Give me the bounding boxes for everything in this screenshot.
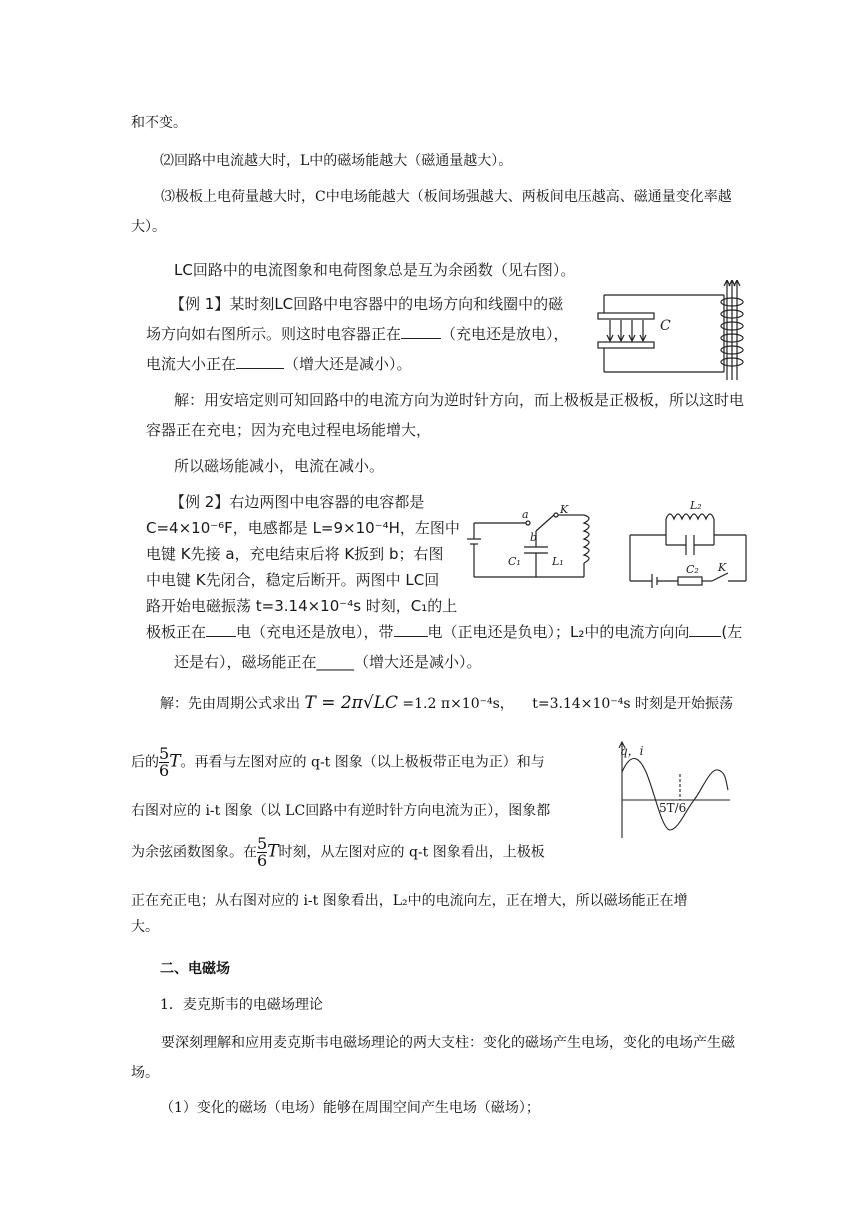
answer-blank [236, 354, 284, 369]
solution-2-line: 右图对应的 i-t 图象（以 LC回路中有逆时针方向电流为正），图象都 [131, 803, 551, 819]
graph-axis-label: q，i [620, 744, 644, 758]
capacitor-label: C [660, 318, 671, 334]
period-symbol: T [169, 751, 181, 772]
solution-2-line [131, 836, 601, 869]
fraction-five-sixths [159, 746, 169, 779]
period-symbol: T [267, 841, 279, 862]
solution-2-text: 时刻，从左图对应的 q-t 图象看出，上极板 [278, 844, 545, 861]
example-1-text: 场方向如右图所示。则这时电容器正在 [146, 325, 402, 343]
solution-2-line: 正在充正电；从右图对应的 i-t 图象看出，L₂中的电流向左，正在增大，所以磁场能正在增 [131, 893, 688, 909]
example-2-text: 电（正电还是负电）；L₂中的电流方向向 [427, 623, 690, 641]
answer-blank [394, 622, 428, 637]
answer-blank [689, 622, 721, 637]
lc-circuit-figure [596, 280, 764, 385]
example-2-text: 极板正在 [146, 623, 207, 641]
right-switch-circuit [626, 497, 756, 592]
fraction-numerator: 5 [257, 834, 268, 853]
example-2-line: 路开始电磁振荡 t=3.14×10⁻⁴s 时刻，C₁的上 [146, 597, 458, 615]
subsection-title: 1．麦克斯韦的电磁场理论 [160, 997, 323, 1013]
solution-2-text: t=3.14×10⁻⁴s 时刻是开始振荡 [532, 696, 733, 712]
example-1-text: （增大还是减小）。 [284, 355, 412, 373]
solution-2-text: =1.2 π×10⁻⁴s， [402, 696, 514, 712]
solution-2-line [160, 688, 780, 719]
graph-mark-label: 5T/6 [659, 801, 687, 815]
solution-2-text: 解：先由周期公式求出 [160, 696, 300, 712]
answer-blank [401, 324, 441, 339]
fraction-five-sixths [257, 836, 267, 869]
example-2-text: 电（充电还是放电），带 [236, 623, 394, 641]
solution-2-text: 后的 [131, 754, 159, 771]
terminal-b-label: b [530, 531, 538, 544]
example-1-text: （充电还是放电）， [441, 325, 569, 343]
text-line: 和不变。 [131, 115, 187, 131]
solution-2-line [131, 746, 601, 779]
solution-1-line: 所以磁场能减小，电流在减小。 [174, 457, 385, 475]
scan-lead: LC回路中的电流图象和电荷图象总是互为余函数（见右图）。 [174, 261, 576, 279]
l1-label: L₁ [552, 555, 564, 568]
example-2-line: 中电键 K先闭合，稳定后断开。两图中 LC回 [146, 571, 440, 589]
solution-2-line: 大。 [131, 919, 159, 935]
example-1-line [170, 289, 610, 319]
example-2-line: 电键 K先接 a，充电结束后将 K扳到 b；右图 [146, 545, 444, 563]
text-line: （1）变化的磁场（电场）能够在周围空间产生电场（磁场）； [160, 1100, 540, 1116]
fraction-denominator: 6 [257, 851, 268, 870]
l2-label: L₂ [690, 499, 702, 512]
switch-k2-label: K [718, 561, 727, 574]
switch-k-label: K [560, 505, 569, 516]
c1-label: C₁ [508, 555, 521, 568]
solution-1-line: 容器正在充电；因为充电过程电场能增大， [146, 421, 432, 439]
example-2-text: (左 [721, 623, 743, 641]
example-1-line [146, 319, 596, 349]
example-2-line [146, 617, 766, 647]
example-2-text: 右边两图中电容器的电容都是 [229, 493, 425, 511]
example-2-label: 【例 2】 [170, 493, 230, 511]
solution-2-text: 。再看与左图对应的 q-t 图象（以上极板带正电为正）和与 [180, 754, 545, 771]
example-1-text: 某时刻LC回路中电容器中的电场方向和线圈中的磁 [229, 295, 564, 313]
fraction-numerator: 5 [159, 744, 170, 763]
qi-cosine-graph [612, 734, 734, 840]
solution-1-line: 解：用安培定则可知回路中的电流方向为逆时针方向，而上极板是正极板，所以这时电 [174, 391, 745, 409]
example-1-label: 【例 1】 [170, 295, 230, 313]
example-2-line: C=4×10⁻⁶F，电感都是 L=9×10⁻⁴H，左图中 [146, 519, 460, 537]
text-paragraph: 要深刻理解和应用麦克斯韦电磁场理论的两大支柱：变化的磁场产生电场，变化的电场产生磁场。 [131, 1035, 735, 1081]
solution-2-text: 为余弦函数图象。在 [131, 844, 257, 861]
answer-blank [206, 622, 236, 637]
section-title: 二、电磁场 [160, 961, 230, 977]
example-1-line [146, 349, 596, 379]
text-line: ⑵回路中电流越大时，L中的磁场能越大（磁通量越大）。 [160, 153, 513, 169]
text-paragraph: ⑶极板上电荷量越大时，C中电场能越大（板间场强越大、两板间电压越高、磁通量变化率越大）。 [131, 189, 732, 235]
c2-label: C₂ [686, 563, 699, 576]
example-2-line: 还是右），磁场能正在_____（增大还是减小）。 [174, 653, 482, 671]
left-switch-circuit [464, 505, 614, 585]
example-1-text: 电流大小正在 [146, 355, 237, 373]
terminal-a-label: a [522, 508, 529, 521]
period-formula: T = 2π√LC [304, 693, 398, 713]
fraction-denominator: 6 [159, 761, 170, 780]
